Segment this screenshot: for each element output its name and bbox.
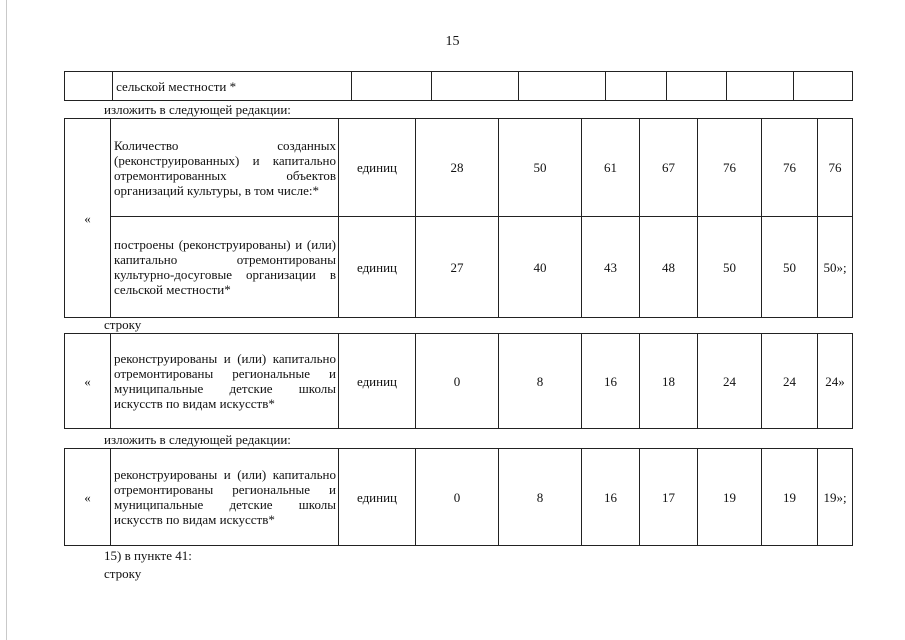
page-number: 15 — [445, 34, 460, 49]
instruction-text: строку — [104, 317, 142, 332]
value-cell: 24 — [762, 334, 818, 429]
unit-cell: единиц — [339, 449, 416, 546]
value-cell — [519, 72, 606, 101]
value-cell: 48 — [640, 217, 698, 318]
value-cell: 19 — [762, 449, 818, 546]
value-cell: 61 — [582, 119, 640, 217]
opening-quote: « — [65, 449, 111, 546]
value-cell: 40 — [499, 217, 582, 318]
table-block-a — [64, 118, 853, 318]
value-cell: 19»; — [818, 449, 853, 546]
table-block-c — [64, 448, 853, 546]
indicator-description: построены (реконструированы) и (или) капитально отремонтированы культурно-досуговые организации в сельской местности* — [111, 217, 339, 318]
indicator-description: реконструированы и (или) капитально отремонтированы региональные и муниципальные детские школы искусств по видам искусств* — [111, 334, 339, 429]
value-cell: 28 — [416, 119, 499, 217]
value-cell: 0 — [416, 449, 499, 546]
value-cell — [605, 72, 666, 101]
table-row — [65, 449, 853, 546]
value-cell: 76 — [762, 119, 818, 217]
indicator-description: Количество созданных (реконструированных) и капитально отремонтированных объектов организаций культуры, в том числе:* — [111, 119, 339, 217]
value-cell: 50»; — [818, 217, 853, 318]
table-row — [65, 217, 853, 318]
unit-cell: единиц — [339, 119, 416, 217]
value-cell: 50 — [762, 217, 818, 318]
indicator-description: реконструированы и (или) капитально отремонтированы региональные и муниципальные детские школы искусств по видам искусств* — [111, 449, 339, 546]
value-cell: 8 — [499, 449, 582, 546]
value-cell: 19 — [698, 449, 762, 546]
unit-cell: единиц — [339, 334, 416, 429]
opening-quote: « — [65, 334, 111, 429]
value-cell: 16 — [582, 334, 640, 429]
quote-cell — [65, 72, 113, 101]
unit-cell: единиц — [339, 217, 416, 318]
instruction-text: изложить в следующей редакции: — [104, 432, 291, 447]
opening-quote: « — [65, 119, 111, 318]
table-block-b — [64, 333, 853, 429]
table-row — [65, 72, 853, 101]
indicator-description: сельской местности * — [113, 72, 352, 101]
value-cell: 0 — [416, 334, 499, 429]
value-cell: 76 — [698, 119, 762, 217]
value-cell: 24 — [698, 334, 762, 429]
value-cell: 8 — [499, 334, 582, 429]
value-cell — [794, 72, 853, 101]
value-cell: 67 — [640, 119, 698, 217]
value-cell: 18 — [640, 334, 698, 429]
value-cell: 24» — [818, 334, 853, 429]
value-cell: 17 — [640, 449, 698, 546]
value-cell — [432, 72, 519, 101]
table-fragment-top — [64, 71, 853, 101]
value-cell: 50 — [499, 119, 582, 217]
value-cell — [666, 72, 727, 101]
value-cell: 76 — [818, 119, 853, 217]
table-row — [65, 334, 853, 429]
value-cell: 43 — [582, 217, 640, 318]
value-cell — [727, 72, 794, 101]
table-row — [65, 119, 853, 217]
value-cell: 27 — [416, 217, 499, 318]
unit-cell — [351, 72, 432, 101]
value-cell: 50 — [698, 217, 762, 318]
instruction-text: изложить в следующей редакции: — [104, 102, 291, 117]
instruction-text: строку — [104, 566, 142, 581]
value-cell: 16 — [582, 449, 640, 546]
list-item-heading: 15) в пункте 41: — [104, 548, 192, 563]
scan-edge-line — [6, 0, 7, 640]
